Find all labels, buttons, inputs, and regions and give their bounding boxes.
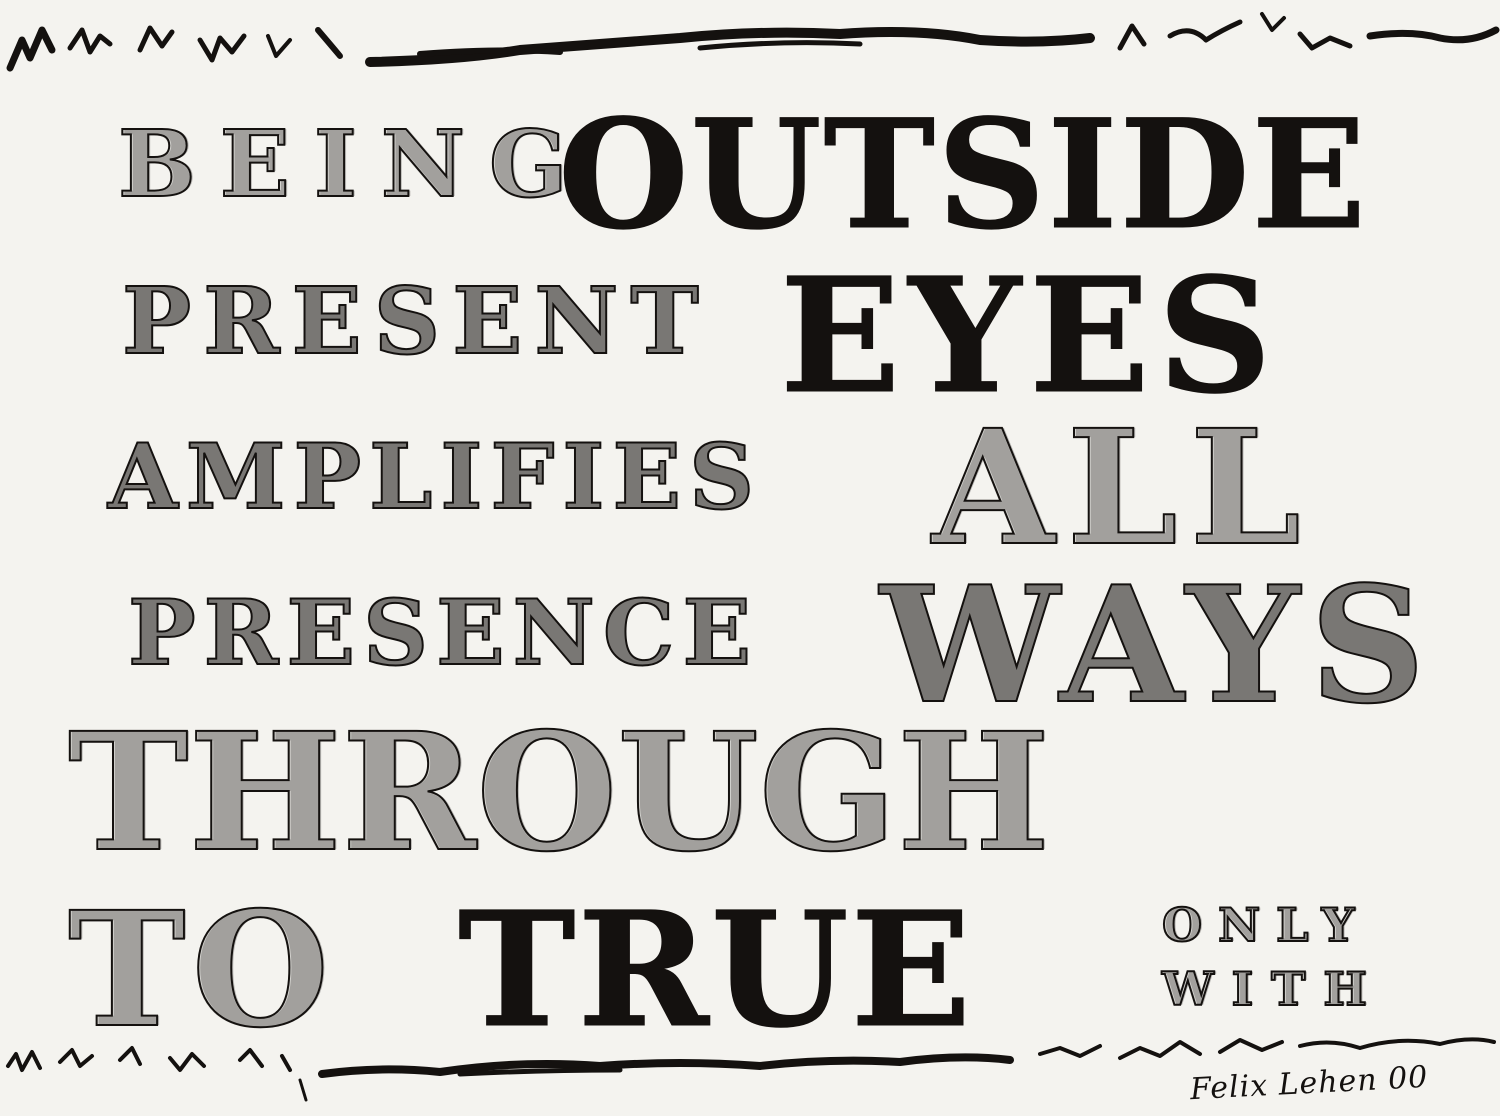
word-ways: WAYS: [880, 551, 1436, 739]
word-true: TRUE: [458, 878, 974, 1063]
word-present: PRESENT: [122, 267, 711, 375]
word-only: ONLY: [1162, 898, 1371, 952]
word-all: ALL: [932, 396, 1313, 581]
word-amplifies: AMPLIFIES: [108, 424, 763, 530]
word-with: WITH: [1162, 962, 1385, 1016]
word-eyes: EYES: [780, 244, 1280, 429]
word-to: TO: [68, 878, 336, 1063]
word-presence: PRESENCE: [128, 580, 760, 686]
word-being: BEING: [118, 110, 592, 218]
top-brush-strokes: [0, 0, 1500, 90]
word-through: THROUGH: [68, 698, 1051, 888]
word-outside: OUTSIDE: [558, 87, 1368, 263]
artist-signature: Felix Lehen 00: [1189, 1059, 1430, 1108]
